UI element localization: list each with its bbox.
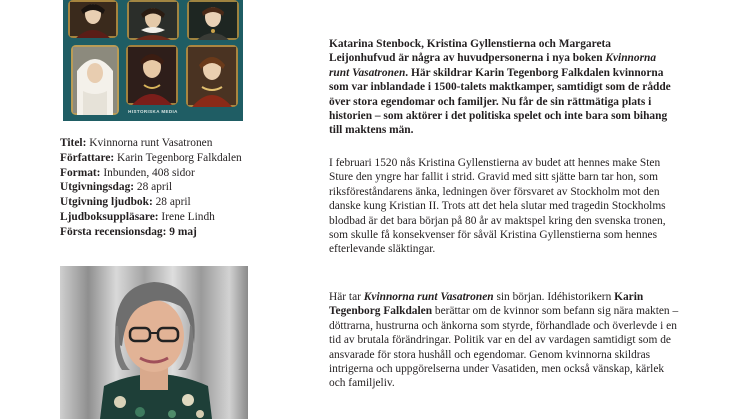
author-photo <box>60 266 248 419</box>
fact-audiobook-release <box>60 195 300 210</box>
fact-value: 28 april <box>155 196 191 209</box>
book-title-italic: Kvinnorna runt Vasatronen <box>329 52 657 79</box>
book-facts <box>60 136 300 240</box>
fact-label: Utgivning ljudbok: <box>60 196 153 209</box>
fact-label: Format: <box>60 166 101 179</box>
fact-title <box>60 136 300 151</box>
fact-review-date <box>60 225 300 240</box>
fact-value: Karin Tegenborg Falkdalen <box>117 151 242 164</box>
body-paragraph: I februari 1520 nås Kristina Gyllenstierna av budet att hennes make Sten Sture den yngre har fallit i strid. Gravid med sitt sjätte barn tar hon, som riksföreståndarens änka, ledningen över försvaret av Stockholm mot den danske kung Kristian II. Trots att det hela slutar med tragedin Stockholms blodbad är det bara början på 80 år av maktspel kring den svenska tronen, som skulle få konsekvenser för såväl Kristina Gyllenstierna som hennes efterlevande släktingar. <box>329 157 666 256</box>
paragraph-text: Här tar <box>329 291 364 303</box>
fact-format <box>60 166 300 181</box>
lead-text: Katarina Stenbock, Kristina Gyllenstierna och Margareta Leijonhufvud är några av huvudpersonerna i nya boken <box>329 38 612 65</box>
body-paragraph <box>329 290 679 391</box>
fact-value: 9 maj <box>169 225 197 238</box>
book-cover <box>63 0 243 121</box>
fact-label: Författare: <box>60 151 115 164</box>
portrait-painting <box>68 0 118 38</box>
portrait-painting <box>127 0 179 40</box>
fact-label: Ljudboksuppläsare: <box>60 210 159 223</box>
fact-value: Kvinnorna runt Vasatronen <box>89 137 213 149</box>
portrait-painting <box>186 45 238 107</box>
publisher-logo-text: HISTORISKA MEDIA <box>128 109 178 114</box>
fact-value: Inbunden, 408 sidor <box>103 166 195 179</box>
fact-release-date <box>60 180 300 195</box>
portrait-painting <box>126 45 178 105</box>
paragraph-text: berättar om de kvinnor som befann sig nära makten – döttrarna, hustrurna och änkorna som styrde, förhandlade och överlevde i en tid av brutala förändringar. Politik var en del av vardagen samtidigt som de ansvarade för stora hushåll och egendomar. Genom kvinnorna skildras intrigerna och uppgörelserna under Vasatiden, men också vänskap, kärlek och familjeliv. <box>329 305 679 390</box>
fact-label: Första recensionsdag: <box>60 225 167 238</box>
fact-label: Titel: <box>60 137 87 149</box>
paragraph-text: sin början. Idéhistorikern <box>493 291 615 303</box>
portrait-painting <box>187 0 239 40</box>
book-title-bold-italic: Kvinnorna runt Vasatronen <box>363 291 494 303</box>
author-name-bold: Karin Tegenborg Falkdalen <box>329 291 644 318</box>
lead-paragraph <box>329 37 679 138</box>
portrait-painting <box>71 45 119 115</box>
fact-label: Utgivningsdag: <box>60 181 135 194</box>
lead-text: . Här skildrar Karin Tegenborg Falkdalen kvinnorna som var inblandade i 1500-talets maktkamper, samtidigt som de rådde över stora egendomar och familjer. Nu får de sin rättmätiga plats i historien – som aktörer i det politiska spelet och inte bara som bihang till maktens män. <box>329 66 671 137</box>
fact-author <box>60 151 300 166</box>
fact-value: Irene Lindh <box>161 210 215 223</box>
fact-narrator <box>60 210 300 225</box>
fact-value: 28 april <box>136 181 173 194</box>
